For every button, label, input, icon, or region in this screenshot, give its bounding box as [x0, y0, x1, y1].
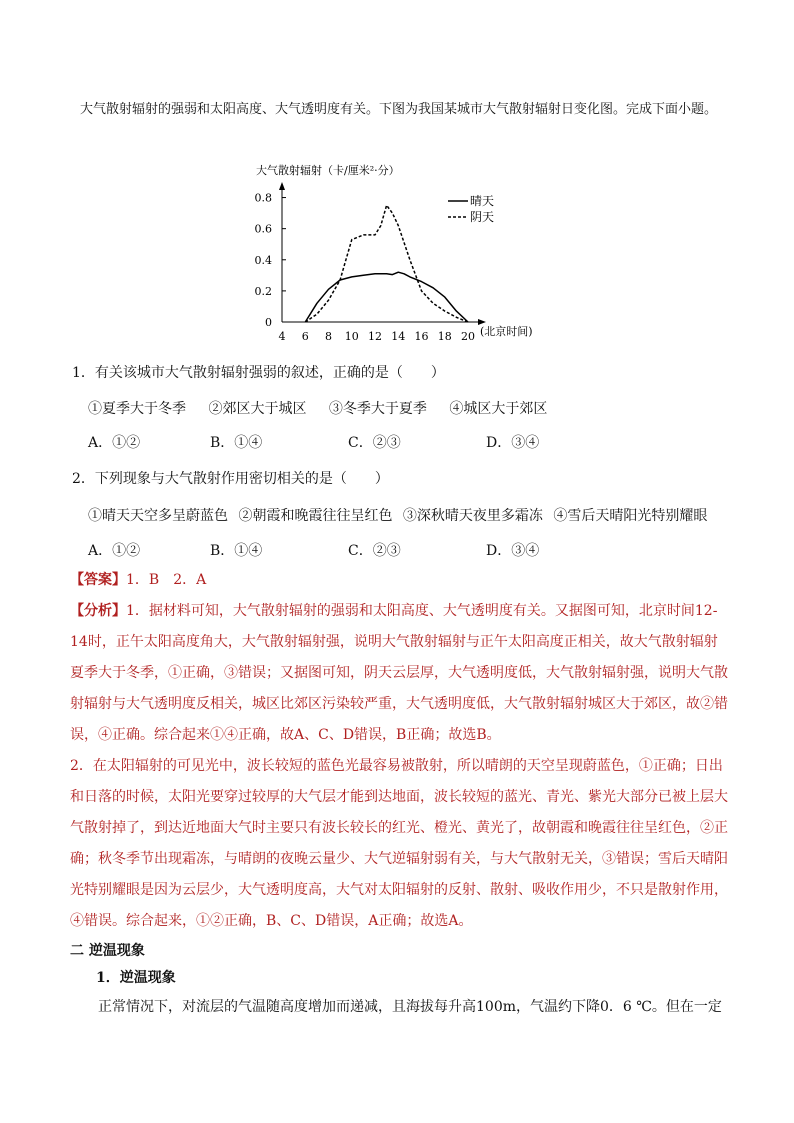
x-tick-label: 8: [325, 330, 332, 343]
analysis-block: [70, 596, 730, 937]
x-tick-label: 4: [278, 330, 286, 343]
q2-item: ②朝霞和晚霞往往呈红色: [238, 508, 393, 524]
q2-choice-d: D．③④: [486, 543, 540, 559]
q2-choice-a: A．①②: [88, 543, 141, 559]
body-text: 正常情况下，对流层的气温随高度增加而递减，且海拔每升高100m，气温约下降0．6 ℃。但在一定: [98, 999, 722, 1015]
legend-label-sunny: 晴天: [470, 194, 495, 208]
y-tick-label: 0.2: [254, 284, 272, 298]
analysis-paragraph-1: 【分析】1．据材料可知，大气散射辐射的强弱和太阳高度、大气透明度有关。又据图可知，北京时间12-14时，正午太阳高度角大，大气散射辐射强，说明大气散射辐射与正午太阳高度正相关，故大气散射辐射夏季大于冬季，①正确，③错误；又据图可知，阴天云层厚，大气透明度低，大气散射辐射强，说明大气散射辐射与大气透明度反相关，城区比郊区污染较严重，大气透明度低，大气散射辐射城区大于郊区，故②错误，④正确。综合起来①④正确，故A、C、D错误，B正确；故选B。: [70, 603, 728, 743]
y-axis-arrow: [279, 182, 285, 190]
x-tick-label: 20: [461, 330, 475, 343]
y-tick-label: 0.8: [254, 191, 272, 205]
q2-choice-c: C．②③: [348, 543, 401, 559]
q1-choice-a: A．①②: [88, 435, 141, 451]
y-tick-label: 0.6: [254, 222, 272, 236]
x-tick-label: 18: [437, 330, 452, 343]
q2-item: ③深秋晴天夜里多霜冻: [402, 508, 543, 524]
q1-choice-d: D．③④: [486, 435, 540, 451]
q1-item: ③冬季大于夏季: [328, 401, 427, 417]
q2-item: ①晴天天空多呈蔚蓝色: [88, 508, 228, 524]
question-1-items: [88, 398, 565, 418]
subsection-heading: 1．逆温现象: [96, 970, 176, 986]
question-2-stem: 2．下列现象与大气散射作用密切相关的是（ ）: [72, 471, 389, 487]
x-tick-label: 14: [391, 330, 406, 343]
section-heading: 二 逆温现象: [70, 943, 145, 959]
analysis-paragraph-2: 2．在太阳辐射的可见光中，波长较短的蓝色光最容易被散射，所以晴朗的天空呈现蔚蓝色，①正确；日出和日落的时候，太阳光要穿过较厚的大气层才能到达地面，波长较短的蓝光、青光、紫光大部分已被上层大气散射掉了，到达近地面大气时主要只有波长较长的红光、橙光、黄光了，故朝霞和晚霞往往呈红色，②正确；秋冬季节出现霜冻，与晴朗的夜晚云量少、大气逆辐射弱有关，与大气散射无关，③错误；雪后天晴阳光特别耀眼是因为云层少，大气透明度高，大气对太阳辐射的反射、散射、吸收作用少，不只是散射作用，④错误。综合起来，①②正确，B、C、D错误，A正确；故选A。: [70, 758, 728, 929]
x-axis-label: (北京时间): [480, 325, 533, 338]
question-1-stem: 1．有关该城市大气散射辐射强弱的叙述，正确的是（ ）: [72, 365, 445, 381]
legend-label-cloudy: 阴天: [470, 210, 495, 224]
answer-line: [70, 569, 206, 589]
q1-choice-c: C．②③: [348, 435, 401, 451]
q1-item: ④城区大于郊区: [449, 401, 548, 417]
series-line-cloudy: [305, 205, 468, 322]
question-2-items: [88, 505, 707, 525]
q1-choice-b: B．①④: [210, 435, 263, 451]
y-tick-label: 0: [265, 316, 272, 329]
q2-choice-b: B．①④: [210, 543, 263, 559]
x-tick-label: 12: [368, 330, 382, 343]
scattered-radiation-chart: [250, 158, 550, 348]
y-axis-label: 大气散射辐射（卡/厘米²·分）: [256, 164, 400, 177]
answer-label: 【答案】: [70, 572, 126, 588]
q1-item: ②郊区大于城区: [208, 401, 307, 417]
q2-item: ④雪后天晴阳光特别耀眼: [553, 508, 708, 524]
x-tick-label: 6: [301, 330, 309, 343]
analysis-label: 【分析】: [70, 603, 126, 619]
intro-text: 大气散射辐射的强弱和太阳高度、大气透明度有关。下图为我国某城市大气散射辐射日变化图。完成下面小题。: [80, 102, 718, 117]
q1-item: ①夏季大于冬季: [88, 401, 186, 417]
answer-text: 1．B 2．A: [126, 572, 207, 588]
y-tick-label: 0.4: [254, 253, 272, 267]
x-tick-label: 10: [344, 330, 359, 343]
x-tick-label: 16: [414, 330, 429, 343]
